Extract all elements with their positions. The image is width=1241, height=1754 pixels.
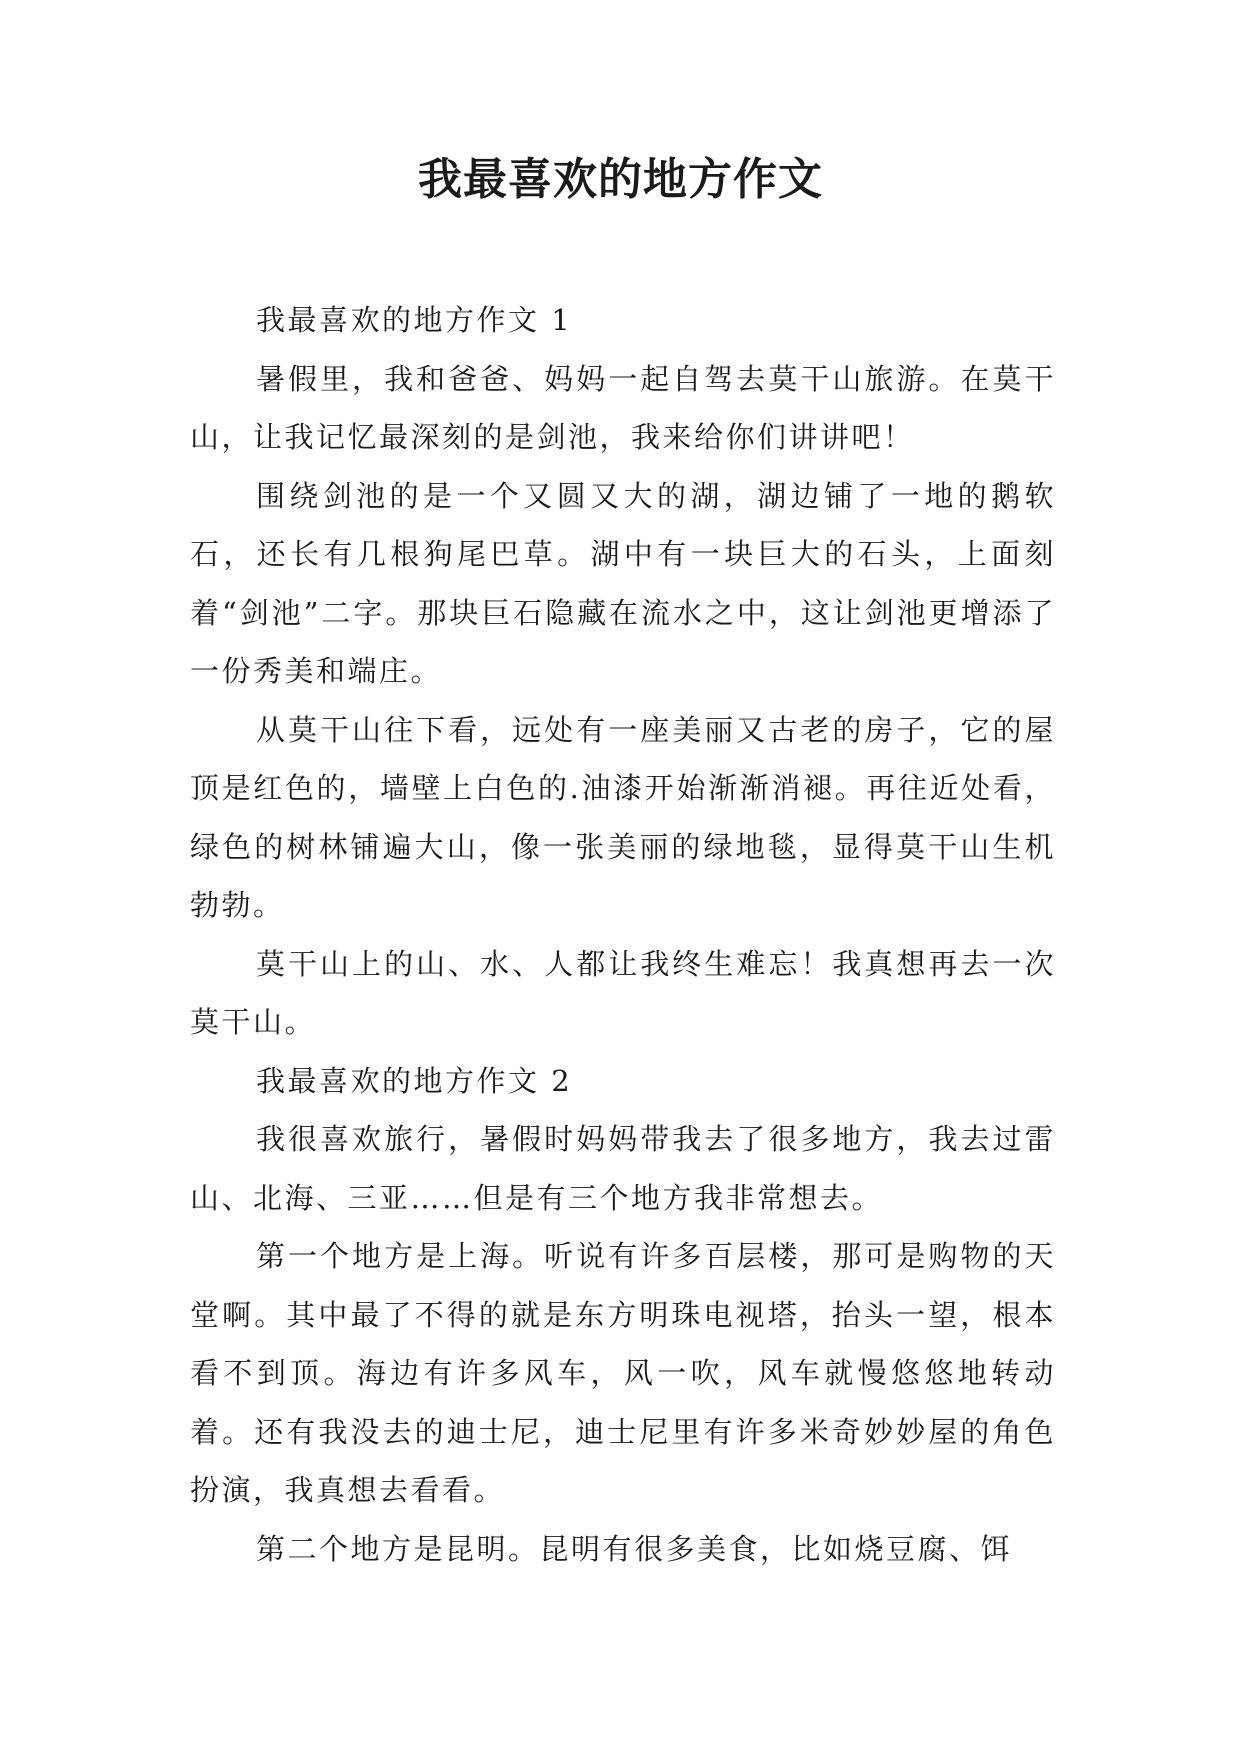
section-heading: 我最喜欢的地方作文 1 (256, 303, 573, 337)
paragraph: 围绕剑池的是一个又圆又大的湖，湖边铺了一地的鹅软石，还长有几根狗尾巴草。湖中有一块巨大的石头，上面刻着“剑池”二字。那块巨石隐藏在流水之中，这让剑池更增添了一份秀美和端庄。 (190, 478, 1056, 688)
paragraph: 莫干山上的山、水、人都让我终生难忘！我真想再去一次莫干山。 (190, 946, 1056, 1039)
paragraph: 从莫干山往下看，远处有一座美丽又古老的房子，它的屋顶是红色的，墙壁上白色的.油漆开始渐渐消褪。再往近处看，绿色的树林铺遍大山，像一张美丽的绿地毯，显得莫干山生机勃勃。 (190, 712, 1056, 922)
paragraph: 暑假里，我和爸爸、妈妈一起自驾去莫干山旅游。在莫干山，让我记忆最深刻的是剑池，我来给你们讲讲吧！ (190, 361, 1056, 454)
document-body (190, 291, 1056, 1578)
document-title: 我最喜欢的地方作文 (418, 154, 823, 205)
paragraph: 第二个地方是昆明。昆明有很多美食，比如烧豆腐、饵 (256, 1531, 1013, 1566)
section-heading: 我最喜欢的地方作文 2 (256, 1063, 573, 1098)
paragraph: 我很喜欢旅行，暑假时妈妈带我去了很多地方，我去过雷山、北海、三亚……但是有三个地方我非常想去。 (190, 1122, 1056, 1215)
paragraph: 第一个地方是上海。听说有许多百层楼，那可是购物的天堂啊。其中最了不得的就是东方明珠电视塔，抬头一望，根本看不到顶。海边有许多风车，风一吹，风车就慢悠悠地转动着。还有我没去的迪士尼，迪士尼里有许多米奇妙妙屋的角色扮演，我真想去看看。 (190, 1239, 1056, 1507)
